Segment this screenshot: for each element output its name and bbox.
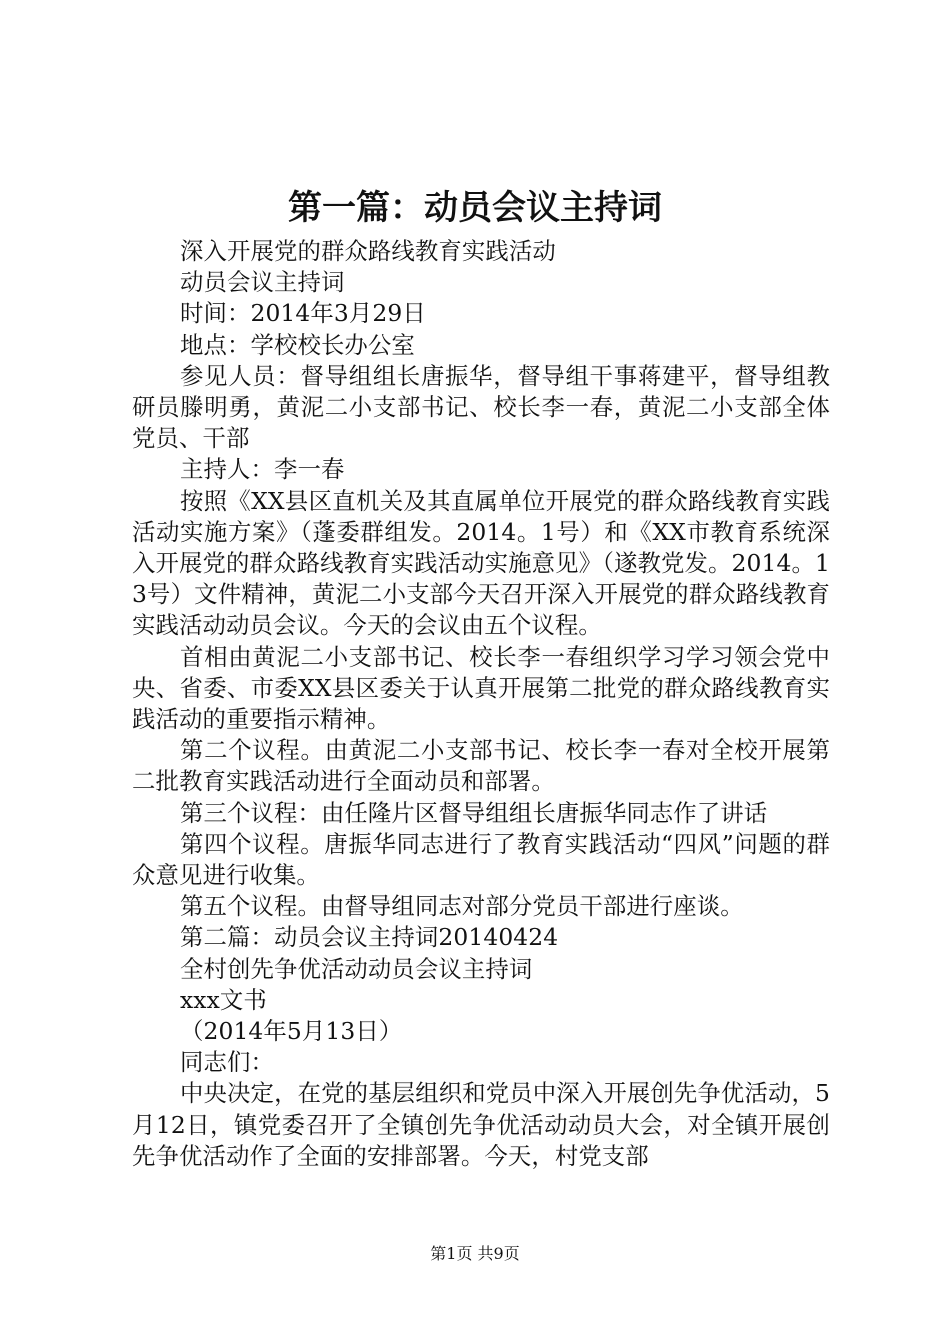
paragraph: （2014年5月13日） (180, 1017, 403, 1046)
page-footer: 第1页 共9页 (430, 1244, 520, 1263)
paragraph: 中央决定，在党的基层组织和党员中深入开展创先争优活动，5月12日，镇党委召开了全镇创先争优活动动员大会，对全镇开展创先争优活动作了全面的安排部署。今天，村党支部 (132, 1079, 830, 1170)
paragraph: 首相由黄泥二小支部书记、校长李一春组织学习学习领会党中央、省委、市委XX县区委关于认真开展第二批党的群众路线教育实践活动的重要指示精神。 (132, 642, 830, 734)
paragraph: 参见人员：督导组组长唐振华，督导组干事蒋建平，督导组教研员滕明勇，黄泥二小支部书记、校长李一春，黄泥二小支部全体党员、干部 (132, 361, 830, 453)
paragraph: 主持人：李一春 (180, 455, 345, 484)
paragraph: 按照《XX县区直机关及其直属单位开展党的群众路线教育实践活动实施方案》（蓬委群组发。2014。1号）和《XX市教育系统深入开展党的群众路线教育实践活动实施意见》（遂教党发。2014。13号）文件精神，黄泥二小支部今天召开深入开展党的群众路线教育实践活动动员会议。今天的会议由五个议程。 (132, 486, 830, 640)
paragraph: 地点：学校校长办公室 (180, 330, 415, 359)
paragraph: 第二篇：动员会议主持词20140424 (180, 923, 559, 952)
document-body (132, 236, 830, 1172)
paragraph: 第四个议程。唐振华同志进行了教育实践活动“四风”问题的群众意见进行收集。 (132, 829, 830, 890)
paragraph: xxx文书 (180, 985, 267, 1014)
document-title: 第一篇：动员会议主持词 (288, 188, 662, 228)
paragraph: 第三个议程：由任隆片区督导组组长唐振华同志作了讲话 (180, 798, 768, 827)
paragraph: 第五个议程。由督导组同志对部分党员干部进行座谈。 (180, 892, 744, 921)
paragraph: 时间：2014年3月29日 (180, 299, 426, 328)
paragraph: 深入开展党的群众路线教育实践活动 (180, 237, 556, 265)
paragraph: 同志们： (180, 1048, 274, 1077)
paragraph: 第二个议程。由黄泥二小支部书记、校长李一春对全校开展第二批教育实践活动进行全面动员和部署。 (132, 736, 830, 796)
paragraph: 全村创先争优活动动员会议主持词 (180, 954, 533, 983)
paragraph: 动员会议主持词 (180, 268, 345, 297)
